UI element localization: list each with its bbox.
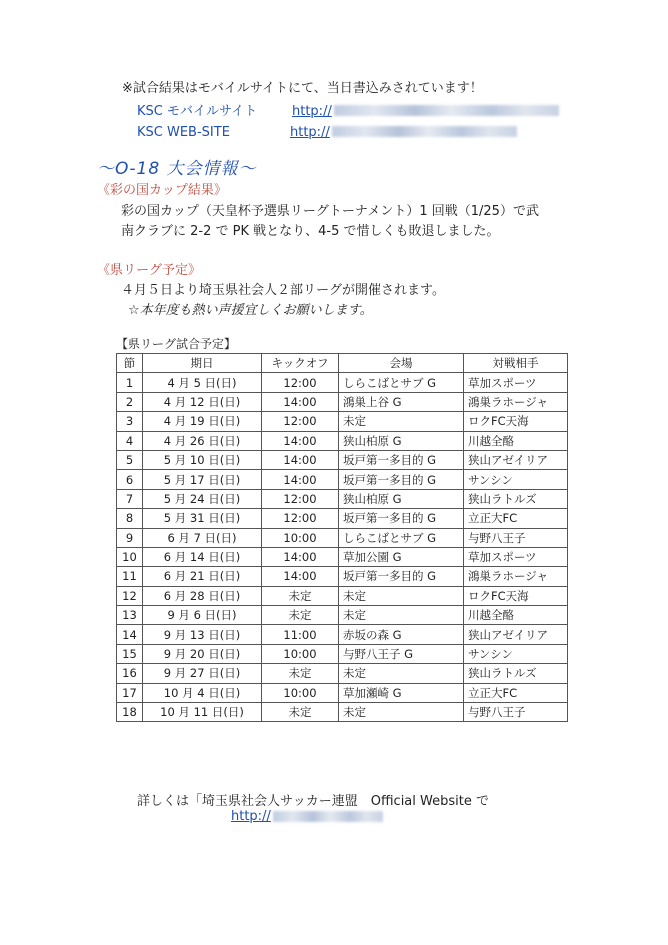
table-row xyxy=(117,489,568,508)
table-row xyxy=(117,528,568,547)
venue-cell: 坂戸第一多目的 G xyxy=(339,470,464,489)
table-header-row xyxy=(117,354,568,373)
opponent-cell: 鴻巣ラホージャ xyxy=(464,392,568,411)
table-row xyxy=(117,412,568,431)
round-cell: 3 xyxy=(117,412,143,431)
opponent-cell: 狭山アゼイリア xyxy=(464,450,568,469)
opponent-cell: 狭山アゼイリア xyxy=(464,625,568,644)
table-row xyxy=(117,470,568,489)
league-text-line2: ☆本年度も熱い声援宜しくお願いします。 xyxy=(128,303,373,318)
date-cell: 9 月 20 日(日) xyxy=(143,644,262,663)
table-row xyxy=(117,586,568,605)
round-cell: 8 xyxy=(117,509,143,528)
date-cell: 6 月 14 日(日) xyxy=(143,547,262,566)
date-cell: 4 月 19 日(日) xyxy=(143,412,262,431)
web-site-row xyxy=(137,121,230,140)
date-cell: 9 月 6 日(日) xyxy=(143,606,262,625)
kickoff-cell: 10:00 xyxy=(262,528,339,547)
opponent-cell: 狭山ラトルズ xyxy=(464,489,568,508)
kickoff-cell: 未定 xyxy=(262,606,339,625)
table-row xyxy=(117,373,568,392)
opponent-cell: 狭山ラトルズ xyxy=(464,664,568,683)
kickoff-cell: 14:00 xyxy=(262,567,339,586)
round-cell: 2 xyxy=(117,392,143,411)
date-cell: 4 月 5 日(日) xyxy=(143,373,262,392)
date-cell: 5 月 10 日(日) xyxy=(143,450,262,469)
round-cell: 5 xyxy=(117,450,143,469)
table-caption: 【県リーグ試合予定】 xyxy=(116,337,237,351)
date-cell: 6 月 7 日(日) xyxy=(143,528,262,547)
results-notice: ※試合結果はモバイルサイトにて、当日書込みされています！ xyxy=(122,81,483,96)
web-site-link[interactable]: http:// xyxy=(290,121,517,140)
header-date: 期日 xyxy=(143,354,262,373)
table-row xyxy=(117,392,568,411)
venue-cell: 未定 xyxy=(339,664,464,683)
kickoff-cell: 14:00 xyxy=(262,547,339,566)
table-row xyxy=(117,683,568,702)
redacted-url xyxy=(273,811,383,822)
section-heading: 〜O-18 大会情報〜 xyxy=(97,159,257,179)
cup-title: 《彩の国カップ結果》 xyxy=(97,183,227,198)
opponent-cell: 鴻巣ラホージャ xyxy=(464,567,568,586)
table-row xyxy=(117,664,568,683)
table-row xyxy=(117,450,568,469)
header-opponent: 対戦相手 xyxy=(464,354,568,373)
table-row xyxy=(117,625,568,644)
round-cell: 17 xyxy=(117,683,143,702)
venue-cell: 与野八王子 G xyxy=(339,644,464,663)
kickoff-cell: 11:00 xyxy=(262,625,339,644)
venue-cell: 未定 xyxy=(339,703,464,722)
footer-link[interactable]: http:// xyxy=(231,809,383,824)
table-row xyxy=(117,567,568,586)
opponent-cell: 立正大FC xyxy=(464,509,568,528)
venue-cell: 坂戸第一多目的 G xyxy=(339,509,464,528)
opponent-cell: 草加スポーツ xyxy=(464,547,568,566)
table-row xyxy=(117,644,568,663)
venue-cell: しらこばとサブ G xyxy=(339,373,464,392)
venue-cell: 坂戸第一多目的 G xyxy=(339,567,464,586)
table-row xyxy=(117,606,568,625)
date-cell: 6 月 28 日(日) xyxy=(143,586,262,605)
venue-cell: 赤坂の森 G xyxy=(339,625,464,644)
date-cell: 4 月 26 日(日) xyxy=(143,431,262,450)
table-row xyxy=(117,509,568,528)
league-title: 《県リーグ予定》 xyxy=(97,263,202,278)
venue-cell: 坂戸第一多目的 G xyxy=(339,450,464,469)
venue-cell: 狭山柏原 G xyxy=(339,431,464,450)
date-cell: 4 月 12 日(日) xyxy=(143,392,262,411)
mobile-site-label: KSC モバイルサイト xyxy=(137,104,258,119)
kickoff-cell: 12:00 xyxy=(262,509,339,528)
kickoff-cell: 10:00 xyxy=(262,683,339,702)
round-cell: 7 xyxy=(117,489,143,508)
kickoff-cell: 未定 xyxy=(262,664,339,683)
kickoff-cell: 14:00 xyxy=(262,392,339,411)
opponent-cell: サンシン xyxy=(464,644,568,663)
table-row xyxy=(117,547,568,566)
opponent-cell: 川越全酪 xyxy=(464,606,568,625)
venue-cell: 未定 xyxy=(339,606,464,625)
opponent-cell: 立正大FC xyxy=(464,683,568,702)
kickoff-cell: 未定 xyxy=(262,703,339,722)
opponent-cell: サンシン xyxy=(464,470,568,489)
round-cell: 16 xyxy=(117,664,143,683)
date-cell: 9 月 13 日(日) xyxy=(143,625,262,644)
date-cell: 10 月 11 日(日) xyxy=(143,703,262,722)
league-text-line1: ４月５日より埼玉県社会人２部リーグが開催されます。 xyxy=(121,283,445,298)
round-cell: 14 xyxy=(117,625,143,644)
redacted-url xyxy=(332,126,517,137)
kickoff-cell: 14:00 xyxy=(262,470,339,489)
round-cell: 10 xyxy=(117,547,143,566)
venue-cell: しらこばとサブ G xyxy=(339,528,464,547)
opponent-cell: 与野八王子 xyxy=(464,528,568,547)
venue-cell: 草加瀬崎 G xyxy=(339,683,464,702)
kickoff-cell: 12:00 xyxy=(262,373,339,392)
date-cell: 9 月 27 日(日) xyxy=(143,664,262,683)
venue-cell: 狭山柏原 G xyxy=(339,489,464,508)
kickoff-cell: 未定 xyxy=(262,586,339,605)
opponent-cell: 草加スポーツ xyxy=(464,373,568,392)
round-cell: 4 xyxy=(117,431,143,450)
schedule-table xyxy=(116,353,568,722)
round-cell: 13 xyxy=(117,606,143,625)
footer-text: 詳しくは「埼玉県社会人サッカー連盟 Official Website で xyxy=(137,794,489,809)
table-row xyxy=(117,431,568,450)
opponent-cell: 与野八王子 xyxy=(464,703,568,722)
venue-cell: 未定 xyxy=(339,412,464,431)
round-cell: 11 xyxy=(117,567,143,586)
cup-text-line2: 南クラブに 2-2 で PK 戦となり、4-5 で惜しくも敗退しました。 xyxy=(121,224,500,239)
kickoff-cell: 10:00 xyxy=(262,644,339,663)
header-venue: 会場 xyxy=(339,354,464,373)
redacted-url xyxy=(334,105,559,116)
date-cell: 5 月 24 日(日) xyxy=(143,489,262,508)
venue-cell: 未定 xyxy=(339,586,464,605)
kickoff-cell: 14:00 xyxy=(262,450,339,469)
round-cell: 9 xyxy=(117,528,143,547)
kickoff-cell: 14:00 xyxy=(262,431,339,450)
opponent-cell: ロクFC天海 xyxy=(464,412,568,431)
round-cell: 12 xyxy=(117,586,143,605)
date-cell: 5 月 31 日(日) xyxy=(143,509,262,528)
round-cell: 15 xyxy=(117,644,143,663)
mobile-site-row xyxy=(137,100,257,119)
venue-cell: 草加公園 G xyxy=(339,547,464,566)
table-row xyxy=(117,703,568,722)
round-cell: 1 xyxy=(117,373,143,392)
opponent-cell: ロクFC天海 xyxy=(464,586,568,605)
header-kickoff: キックオフ xyxy=(262,354,339,373)
mobile-site-link[interactable]: http:// xyxy=(292,100,559,119)
date-cell: 10 月 4 日(日) xyxy=(143,683,262,702)
opponent-cell: 川越全酪 xyxy=(464,431,568,450)
venue-cell: 鴻巣上谷 G xyxy=(339,392,464,411)
round-cell: 6 xyxy=(117,470,143,489)
kickoff-cell: 12:00 xyxy=(262,489,339,508)
kickoff-cell: 12:00 xyxy=(262,412,339,431)
date-cell: 5 月 17 日(日) xyxy=(143,470,262,489)
web-site-label: KSC WEB-SITE xyxy=(137,125,230,140)
cup-text-line1: 彩の国カップ（天皇杯予選県リーグトーナメント）1 回戦（1/25）で武 xyxy=(121,204,539,219)
round-cell: 18 xyxy=(117,703,143,722)
date-cell: 6 月 21 日(日) xyxy=(143,567,262,586)
header-round: 節 xyxy=(117,354,143,373)
